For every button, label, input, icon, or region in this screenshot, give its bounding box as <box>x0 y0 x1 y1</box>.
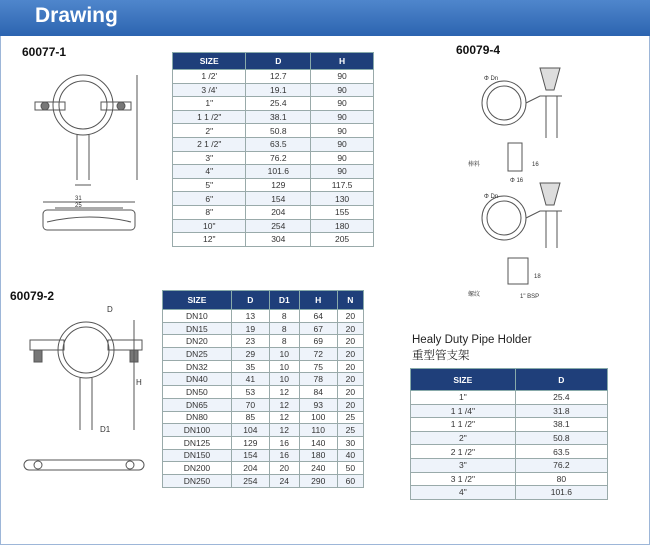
label-h: H <box>136 378 142 387</box>
table-cell: 50.8 <box>515 431 607 445</box>
table-cell: 60 <box>337 474 363 487</box>
table-row <box>411 472 608 486</box>
table-cell: 35 <box>231 360 269 373</box>
table-row <box>163 449 364 462</box>
table-cell: 25.4 <box>515 391 607 405</box>
table-cell: 16 <box>269 449 299 462</box>
table-heavy-duty <box>410 368 608 500</box>
col-d: D <box>246 53 311 70</box>
table-cell: 1 /2' <box>173 70 246 84</box>
table-cell: 110 <box>299 424 337 437</box>
table-cell: 76.2 <box>246 151 311 165</box>
note-subtitle: 重型管支架 <box>412 350 470 362</box>
label-d: D <box>107 305 113 314</box>
table-cell: 41 <box>231 373 269 386</box>
table-cell: 76.2 <box>515 458 607 472</box>
table-cell: 6" <box>173 192 246 206</box>
table-cell: 67 <box>299 322 337 335</box>
table-cell: 23 <box>231 335 269 348</box>
table-cell: 2 1 /2" <box>173 137 246 151</box>
table-cell: 1" <box>173 97 246 111</box>
table-cell: 100 <box>299 411 337 424</box>
table-cell: 20 <box>337 398 363 411</box>
table-row <box>173 165 374 179</box>
note-title: Healy Duty Pipe Holder <box>412 334 532 346</box>
table-cell: 130 <box>311 192 374 206</box>
col-size: SIZE <box>173 53 246 70</box>
col-size: SIZE <box>163 291 232 310</box>
table-cell: 29 <box>231 348 269 361</box>
drawing-label-60079-2: 60079-2 <box>10 289 55 303</box>
table-cell: 12 <box>269 411 299 424</box>
table-cell: 72 <box>299 348 337 361</box>
table-cell: 10 <box>269 348 299 361</box>
col-d: D <box>231 291 269 310</box>
table-cell: 5" <box>173 178 246 192</box>
table-cell: 85 <box>231 411 269 424</box>
table-row <box>163 436 364 449</box>
table-cell: 53 <box>231 386 269 399</box>
col-n: N <box>337 291 363 310</box>
table-cell: 12 <box>269 386 299 399</box>
table-row <box>173 219 374 233</box>
table-cell: 154 <box>231 449 269 462</box>
table-cell: 90 <box>311 83 374 97</box>
table-row <box>173 137 374 151</box>
table-cell: 10 <box>269 360 299 373</box>
table-cell: 154 <box>246 192 311 206</box>
label-nut: 螺纹 <box>468 292 481 298</box>
table-cell: 19 <box>231 322 269 335</box>
table-cell: DN25 <box>163 348 232 361</box>
table-row <box>173 110 374 124</box>
table-cell: 70 <box>231 398 269 411</box>
table-cell: 24 <box>269 474 299 487</box>
table-cell: DN100 <box>163 424 232 437</box>
table-cell: 90 <box>311 110 374 124</box>
table-cell: 8 <box>269 322 299 335</box>
table-row <box>411 458 608 472</box>
table-cell: 12 <box>269 424 299 437</box>
table-cell: 20 <box>337 335 363 348</box>
table-cell: 104 <box>231 424 269 437</box>
table-cell: DN20 <box>163 335 232 348</box>
table-cell: 40 <box>337 449 363 462</box>
table-row <box>163 373 364 386</box>
label-thread: 1" BSP <box>520 294 540 300</box>
label-phi-16: Φ 16 <box>510 178 524 184</box>
table-row <box>173 233 374 247</box>
drawing-label-60077-1: 60077-1 <box>22 45 67 59</box>
table-row <box>173 70 374 84</box>
table-cell: 78 <box>299 373 337 386</box>
table-cell: 90 <box>311 70 374 84</box>
table-row <box>163 335 364 348</box>
table-cell: 80 <box>515 472 607 486</box>
table-cell: 90 <box>311 137 374 151</box>
table-row <box>163 398 364 411</box>
table-cell: 10" <box>173 219 246 233</box>
table-cell: 8 <box>269 335 299 348</box>
drawing-60079-2 <box>12 300 152 490</box>
header-bar <box>0 0 650 36</box>
table-cell: 38.1 <box>515 418 607 432</box>
table-row <box>163 386 364 399</box>
table-cell: 3" <box>173 151 246 165</box>
table-cell: DN32 <box>163 360 232 373</box>
table-row <box>411 486 608 500</box>
table-cell: 1 1 /2" <box>173 110 246 124</box>
table-cell: 30 <box>337 436 363 449</box>
table-row <box>163 310 364 323</box>
table-row <box>411 445 608 459</box>
col-h: H <box>299 291 337 310</box>
col-d1: D1 <box>269 291 299 310</box>
table-row <box>411 391 608 405</box>
table-cell: 2" <box>173 124 246 138</box>
table-cell: DN250 <box>163 474 232 487</box>
table-cell: 25 <box>337 424 363 437</box>
table-cell: 13 <box>231 310 269 323</box>
table-cell: 20 <box>337 322 363 335</box>
table-cell: 90 <box>311 97 374 111</box>
table-cell: 8" <box>173 205 246 219</box>
table-cell: 93 <box>299 398 337 411</box>
table-cell: 84 <box>299 386 337 399</box>
table-cell: 20 <box>269 462 299 475</box>
table-cell: 155 <box>311 205 374 219</box>
table-cell: 20 <box>337 348 363 361</box>
table-row <box>163 424 364 437</box>
col-d: D <box>515 369 607 391</box>
table-cell: DN40 <box>163 373 232 386</box>
table-cell: DN65 <box>163 398 232 411</box>
table-cell: 10 <box>269 373 299 386</box>
label-phi-dn-top: Φ Dn <box>484 76 499 82</box>
table-cell: 16 <box>269 436 299 449</box>
table-cell: 20 <box>337 360 363 373</box>
table-cell: 3 /4' <box>173 83 246 97</box>
table-cell: 290 <box>299 474 337 487</box>
table-cell: 90 <box>311 124 374 138</box>
table-cell: 117.5 <box>311 178 374 192</box>
table-cell: 12 <box>269 398 299 411</box>
table-cell: 304 <box>246 233 311 247</box>
table-row <box>411 404 608 418</box>
table-row <box>173 205 374 219</box>
table-row <box>163 348 364 361</box>
table-row <box>163 322 364 335</box>
label-phi-dn-bottom: Φ Dn <box>484 194 499 200</box>
table-cell: 3 1 /2" <box>411 472 516 486</box>
table-cell: 101.6 <box>515 486 607 500</box>
table-cell: 8 <box>269 310 299 323</box>
drawing-60077-1 <box>15 60 155 250</box>
table-cell: 1 1 /2" <box>411 418 516 432</box>
table-cell: 140 <box>299 436 337 449</box>
table-row <box>411 418 608 432</box>
col-size: SIZE <box>411 369 516 391</box>
label-mat: 棒料 <box>468 162 481 168</box>
table-cell: 90 <box>311 165 374 179</box>
table-cell: DN125 <box>163 436 232 449</box>
table-cell: 69 <box>299 335 337 348</box>
dim-25: 25 <box>75 203 82 209</box>
table-60079-2 <box>162 290 364 488</box>
table-cell: 31.8 <box>515 404 607 418</box>
table-cell: 2" <box>411 431 516 445</box>
table-cell: 20 <box>337 373 363 386</box>
table-cell: 50 <box>337 462 363 475</box>
table-cell: 3" <box>411 458 516 472</box>
table-cell: DN200 <box>163 462 232 475</box>
table-cell: 129 <box>231 436 269 449</box>
table-row <box>163 360 364 373</box>
table-cell: 180 <box>299 449 337 462</box>
table-row <box>411 431 608 445</box>
table-row <box>173 124 374 138</box>
table-cell: DN80 <box>163 411 232 424</box>
table-cell: 20 <box>337 386 363 399</box>
table-cell: 38.1 <box>246 110 311 124</box>
table-cell: DN10 <box>163 310 232 323</box>
table-row <box>173 192 374 206</box>
drawing-60079-4 <box>462 58 602 308</box>
table-cell: 20 <box>337 310 363 323</box>
table-cell: 90 <box>311 151 374 165</box>
table-cell: 25.4 <box>246 97 311 111</box>
table-cell: 2 1 /2" <box>411 445 516 459</box>
table-row <box>173 97 374 111</box>
table-cell: 240 <box>299 462 337 475</box>
table-cell: 180 <box>311 219 374 233</box>
table-row <box>163 474 364 487</box>
table-cell: 129 <box>246 178 311 192</box>
table-row <box>163 462 364 475</box>
table-cell: 4" <box>173 165 246 179</box>
table-cell: 254 <box>246 219 311 233</box>
table-cell: 25 <box>337 411 363 424</box>
table-row <box>173 151 374 165</box>
table-cell: 63.5 <box>515 445 607 459</box>
label-16: 16 <box>532 162 539 168</box>
table-cell: 75 <box>299 360 337 373</box>
table-cell: 101.6 <box>246 165 311 179</box>
page-title: Drawing <box>35 4 118 27</box>
dim-31: 31 <box>75 196 82 202</box>
table-row <box>173 83 374 97</box>
table-cell: DN50 <box>163 386 232 399</box>
table-cell: 50.8 <box>246 124 311 138</box>
table-cell: 205 <box>311 233 374 247</box>
table-row <box>163 411 364 424</box>
table-60077-1 <box>172 52 374 247</box>
table-cell: 63.5 <box>246 137 311 151</box>
table-cell: 1 1 /4" <box>411 404 516 418</box>
table-cell: 64 <box>299 310 337 323</box>
table-cell: DN150 <box>163 449 232 462</box>
col-h: H <box>311 53 374 70</box>
label-18: 18 <box>534 274 541 280</box>
table-cell: 204 <box>246 205 311 219</box>
table-cell: 4" <box>411 486 516 500</box>
table-row <box>173 178 374 192</box>
label-d1: D1 <box>100 425 111 434</box>
table-cell: 12" <box>173 233 246 247</box>
table-cell: DN15 <box>163 322 232 335</box>
table-cell: 12.7 <box>246 70 311 84</box>
table-cell: 19.1 <box>246 83 311 97</box>
table-cell: 1" <box>411 391 516 405</box>
drawing-label-60079-4: 60079-4 <box>456 43 501 57</box>
table-cell: 204 <box>231 462 269 475</box>
table-cell: 254 <box>231 474 269 487</box>
